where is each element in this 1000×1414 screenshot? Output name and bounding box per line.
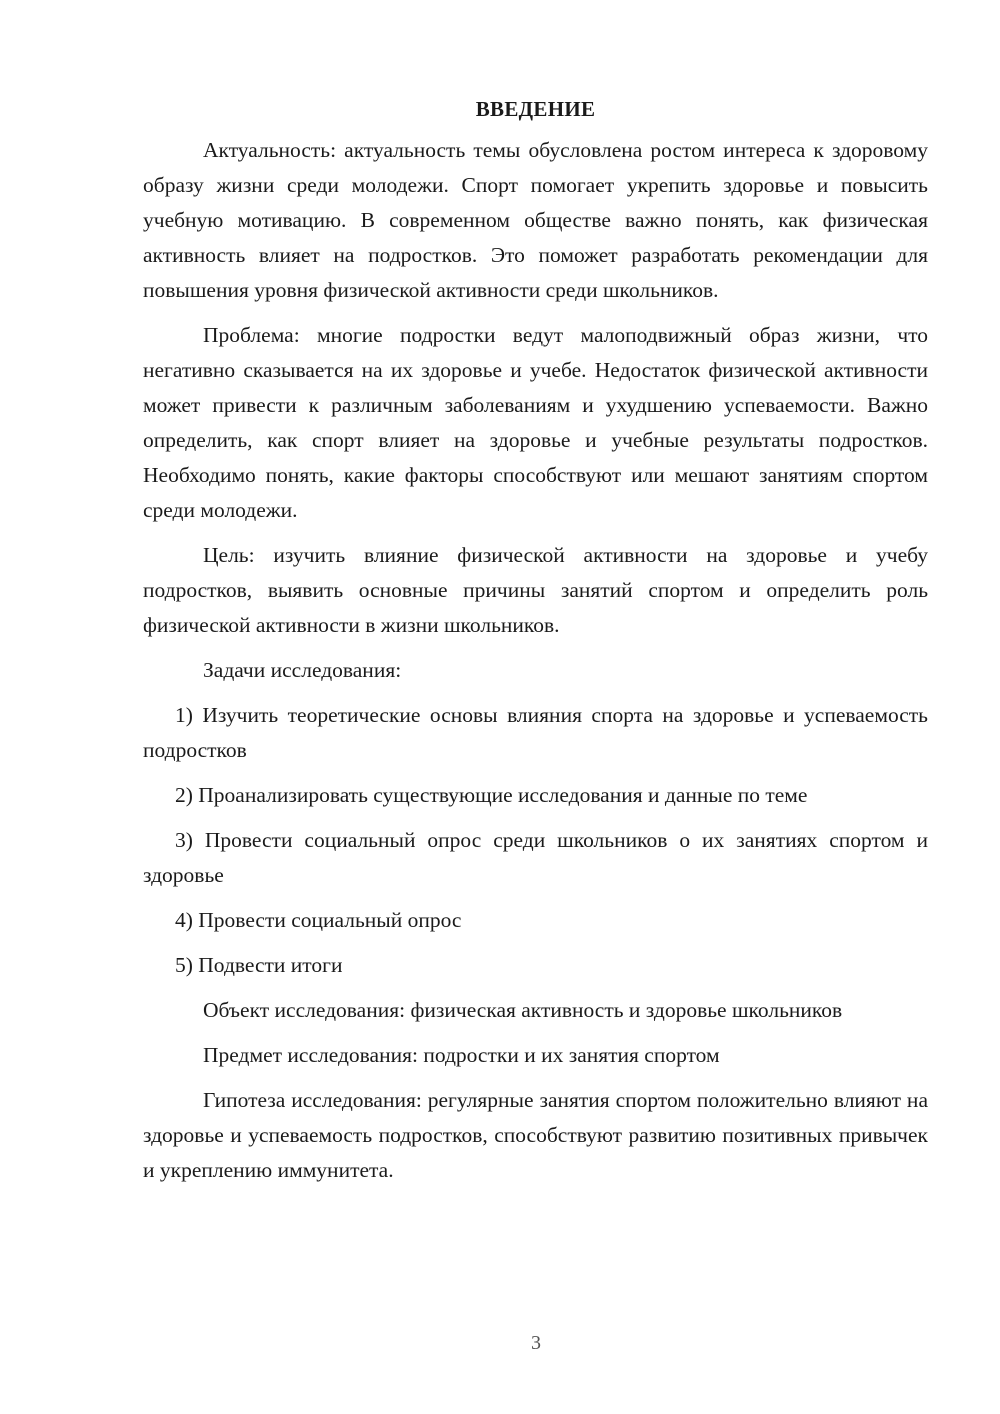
subject-paragraph: Предмет исследования: подростки и их занятия спортом — [203, 1043, 720, 1067]
goal-paragraph: Цель: изучить влияние физической активности на здоровье и учебу подростков, выявить основные причины занятий спортом и определить роль физической активности в жизни школьников. — [143, 543, 928, 637]
task-item-3: 3) Провести социальный опрос среди школьников о их занятиях спортом и здоровье — [143, 828, 928, 887]
section-heading: ВВЕДЕНИЕ — [475, 97, 596, 121]
problem-paragraph: Проблема: многие подростки ведут малоподвижный образ жизни, что негативно сказывается на их здоровье и учебе. Недостаток физической активности может привести к различным заболеваниям и ухудшению успеваемости. Важно определить, как спорт влияет на здоровье и учебные результаты подростков. Необходимо понять, какие факторы способствуют или мешают занятиям спортом среди молодежи. — [143, 323, 928, 522]
page-content — [143, 92, 928, 1198]
hypothesis-paragraph: Гипотеза исследования: регулярные занятия спортом положительно влияют на здоровье и успеваемость подростков, способствуют развитию позитивных привычек и укреплению иммунитета. — [143, 1088, 928, 1182]
page-number: 3 — [531, 1332, 541, 1354]
task-item-4: 4) Провести социальный опрос — [175, 908, 462, 932]
relevance-paragraph: Актуальность: актуальность темы обусловлена ростом интереса к здоровому образу жизни среди молодежи. Спорт помогает укрепить здоровье и повысить учебную мотивацию. В современном обществе важно понять, как физическая активность влияет на подростков. Это поможет разработать рекомендации для повышения уровня физической активности среди школьников. — [143, 138, 928, 302]
task-item-5: 5) Подвести итоги — [175, 953, 343, 977]
task-item-2: 2) Проанализировать существующие исследования и данные по теме — [175, 783, 808, 807]
tasks-label: Задачи исследования: — [203, 658, 402, 682]
task-item-1: 1) Изучить теоретические основы влияния спорта на здоровье и успеваемость подростков — [143, 703, 928, 762]
object-paragraph: Объект исследования: физическая активность и здоровье школьников — [203, 998, 843, 1022]
